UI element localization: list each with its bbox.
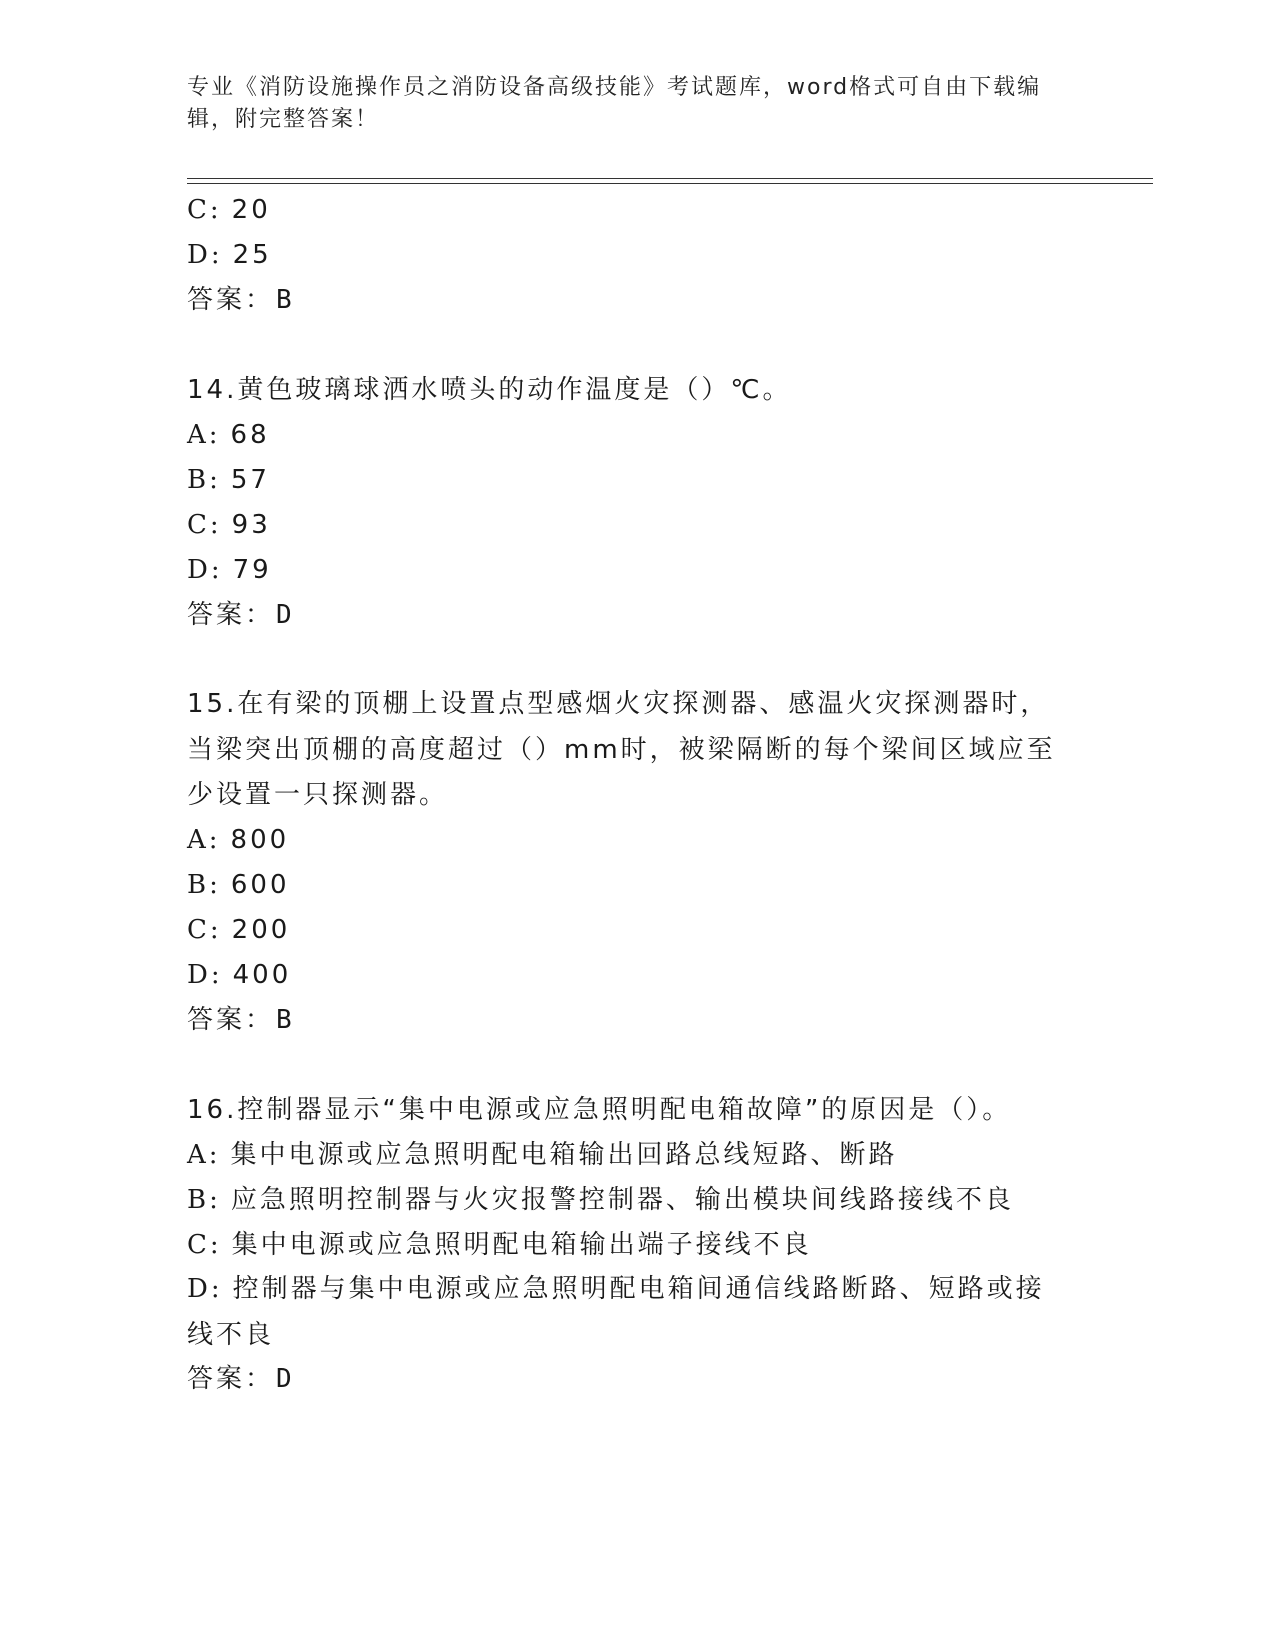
option-b (187, 463, 270, 497)
answer-line (187, 598, 295, 632)
option-c (187, 193, 271, 227)
option-value: 20 (231, 195, 271, 225)
page-header: 专业《消防设施操作员之消防设备高级技能》考试题库，word格式可自由下载编辑，附完整答案！ (187, 75, 1042, 132)
option-label: C: (187, 1230, 222, 1260)
answer-value: D (276, 600, 295, 630)
question-text: 15.在有梁的顶棚上设置点型感烟火灾探测器、感温火灾探测器时，当梁突出顶棚的高度超过（）mm时，被梁隔断的每个梁间区域应至少设置一只探测器。 (187, 689, 1056, 810)
option-value: 57 (230, 465, 270, 495)
answer-label: 答案： (187, 285, 275, 315)
option-value: 200 (231, 915, 291, 945)
answer-line (187, 1362, 295, 1396)
option-c (187, 913, 290, 947)
option-c (187, 508, 271, 542)
option-label: A: (187, 825, 221, 855)
option-value: 79 (232, 555, 272, 585)
option-label: D: (187, 960, 223, 990)
option-b (187, 868, 290, 902)
option-a (187, 1138, 898, 1172)
question-text: 16.控制器显示“集中电源或应急照明配电箱故障”的原因是（）。 (187, 1095, 1012, 1125)
answer-value: B (276, 1005, 295, 1035)
answer-label: 答案： (187, 600, 275, 630)
option-value: 控制器与集中电源或应急照明配电箱间通信线路断路、短路或接线不良 (187, 1274, 1045, 1350)
option-a (187, 823, 289, 857)
option-label: B: (187, 465, 221, 495)
option-b (187, 1183, 1014, 1217)
option-a (187, 418, 270, 452)
header-rule-top (187, 178, 1153, 179)
option-value: 93 (231, 510, 271, 540)
answer-line (187, 283, 295, 317)
option-label: D: (187, 555, 223, 585)
question-text: 14.黄色玻璃球洒水喷头的动作温度是（）℃。 (187, 375, 792, 405)
option-value: 400 (232, 960, 292, 990)
option-value: 600 (230, 870, 290, 900)
option-value: 应急照明控制器与火灾报警控制器、输出模块间线路接线不良 (230, 1185, 1014, 1215)
option-value: 68 (230, 420, 270, 450)
option-label: A: (187, 1140, 221, 1170)
option-label: A: (187, 420, 221, 450)
option-label: C: (187, 510, 222, 540)
option-d (187, 1267, 1067, 1358)
option-label: C: (187, 195, 222, 225)
option-label: C: (187, 915, 222, 945)
answer-value: D (276, 1364, 295, 1394)
option-d (187, 238, 272, 272)
option-label: D: (187, 1274, 223, 1304)
option-value: 25 (232, 240, 272, 270)
option-label: D: (187, 240, 223, 270)
answer-value: B (276, 285, 295, 315)
option-value: 集中电源或应急照明配电箱输出端子接线不良 (231, 1230, 812, 1260)
option-d (187, 553, 272, 587)
option-label: B: (187, 1185, 221, 1215)
option-d (187, 958, 291, 992)
answer-label: 答案： (187, 1364, 275, 1394)
answer-label: 答案： (187, 1005, 275, 1035)
header-rule-bottom (187, 183, 1153, 184)
answer-line (187, 1003, 295, 1037)
option-value: 800 (230, 825, 290, 855)
option-label: B: (187, 870, 221, 900)
option-value: 集中电源或应急照明配电箱输出回路总线短路、断路 (230, 1140, 898, 1170)
option-c (187, 1228, 812, 1262)
